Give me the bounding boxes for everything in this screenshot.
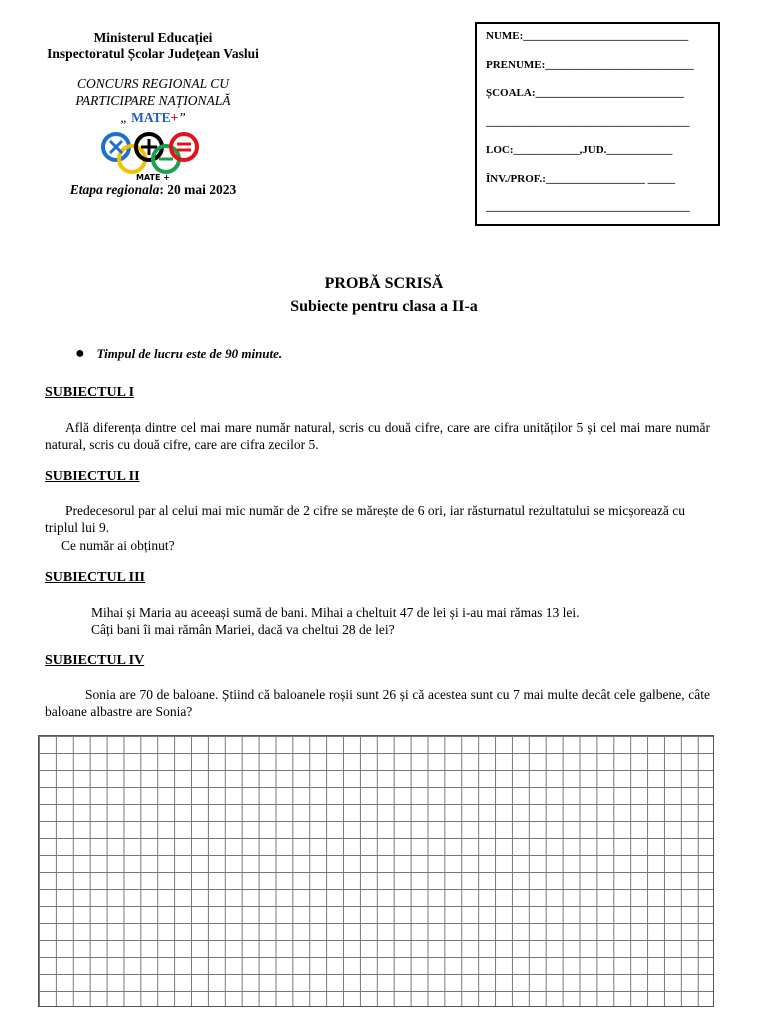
subject-2-heading: SUBIECTUL II	[45, 469, 140, 484]
subject-4-text: Sonia are 70 de baloane. Știind că baloanele roșii sunt 26 și că acestea sunt cu 7 mai multe decât cele galbene, câte baloane albastre are Sonia?	[45, 687, 710, 719]
subject-4-heading: SUBIECTUL IV	[45, 653, 145, 668]
subject-2-text: Predecesorul par al celui mai mic număr de 2 cifre se mărește de 6 ori, iar răsturnatul rezultatului se micșorează cu triplul lui 9.	[45, 503, 685, 535]
subject-1-heading: SUBIECTUL I	[45, 385, 135, 400]
ministry-line-1: Ministerul Educației	[93, 30, 213, 45]
subject-1-text: Află diferența dintre cel mai mare număr natural, scris cu două cifre, care are cifra unităților 5 și cel mai mare număr natural, scris cu două cifre, care are cifra zecilor 5.	[45, 420, 710, 452]
name-field[interactable]: NUME:______________________________	[486, 30, 689, 42]
answer-grid[interactable]	[38, 735, 714, 1007]
exam-subtitle: Subiecte pentru clasa a II-a	[290, 298, 478, 315]
stage-line	[28, 182, 278, 198]
exam-title: PROBĂ SCRISĂ	[324, 275, 444, 292]
subject-2-question: Ce număr ai obținut?	[61, 538, 175, 553]
time-note	[75, 345, 282, 363]
quote-open: „	[120, 110, 132, 125]
location-county-field[interactable]: LOC:____________,JUD.____________	[486, 144, 673, 156]
stage-label: Etapa regionala	[69, 182, 160, 197]
contest-brand: MATE	[131, 110, 171, 125]
teacher-field[interactable]: ÎNV./PROF.:__________________ _____	[486, 172, 676, 185]
subject-3-question: Câți bani îi mai rămân Mariei, dacă va cheltui 28 de lei?	[91, 622, 395, 637]
ministry-line-2: Inspectoratul Școlar Județean Vaslui	[47, 46, 259, 61]
contest-line-1: CONCURS REGIONAL CU	[76, 76, 229, 91]
school-field[interactable]: ȘCOALA:___________________________	[486, 87, 685, 99]
subject-3-heading: SUBIECTUL III	[45, 570, 145, 585]
student-id-box	[475, 22, 720, 226]
bullet-icon: ●	[75, 345, 85, 362]
contest-plus: +	[170, 110, 179, 125]
contest-title	[28, 75, 278, 126]
school-field-line-2[interactable]: _____________________________________	[486, 115, 690, 128]
time-note-text: Timpul de lucru este de 90 minute.	[96, 346, 283, 361]
quote-close: ”	[178, 110, 186, 125]
header-left	[28, 30, 278, 198]
contest-brand-line	[28, 109, 278, 126]
stage-date: : 20 mai 2023	[159, 182, 237, 197]
mate-plus-logo	[98, 130, 208, 182]
contest-line-2: PARTICIPARE NAȚIONALĂ	[75, 93, 231, 108]
logo-text: MATE +	[136, 173, 170, 182]
subject-3-text: Mihai și Maria au aceeași sumă de bani. Mihai a cheltuit 47 de lei și i-au mai rămas 13 lei.	[91, 605, 580, 620]
first-name-field[interactable]: PRENUME:___________________________	[486, 58, 694, 71]
extra-field-line[interactable]: _____________________________________	[486, 201, 690, 213]
